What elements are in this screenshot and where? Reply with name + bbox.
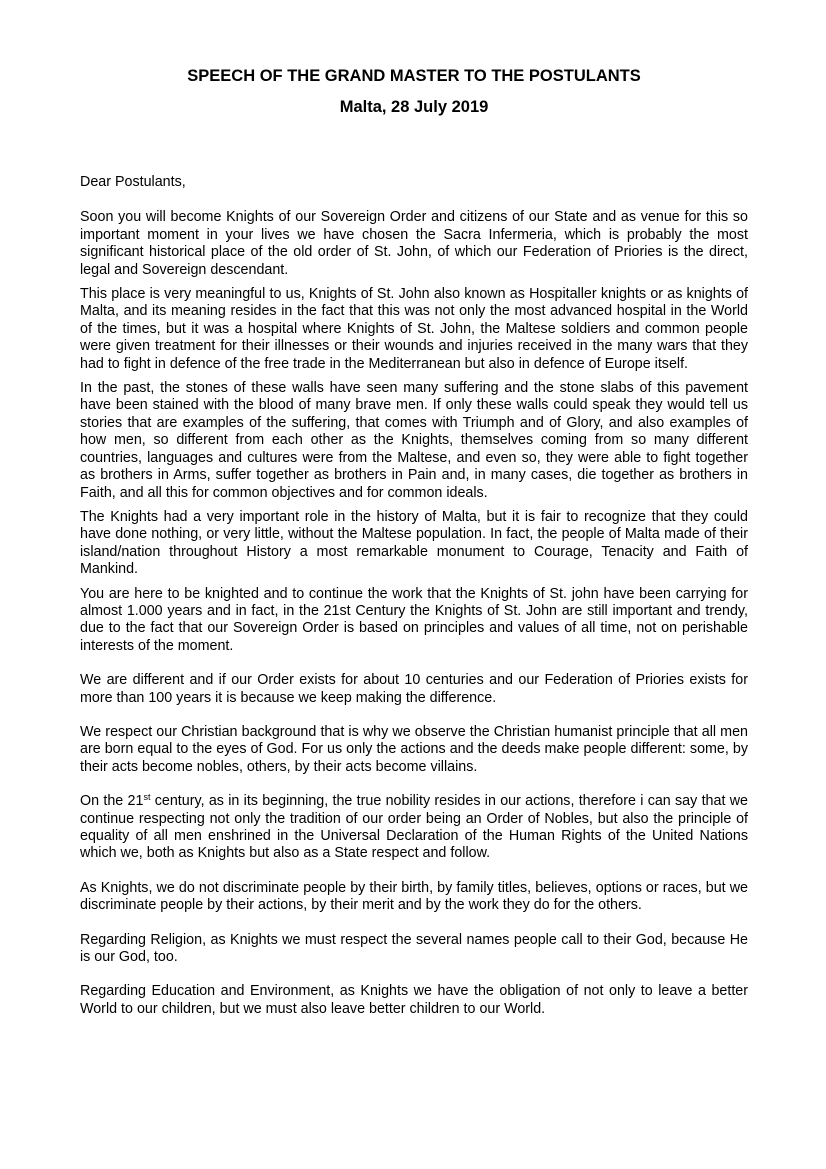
paragraph: As Knights, we do not discriminate people by their birth, by family titles, believes, options or races, but we discriminate people by their actions, by their merit and by the work they do for the others.: [80, 879, 748, 914]
paragraph: The Knights had a very important role in the history of Malta, but it is fair to recognize that they could have done nothing, or very little, without the Maltese population. In fact, the people of Malta made of their island/nation throughout History a most remarkable monument to Courage, Tenacity and Faith of Mankind.: [80, 508, 748, 578]
paragraph: We are different and if our Order exists for about 10 centuries and our Federation of Priories exists for more than 100 years it is because we keep making the difference.: [80, 672, 748, 706]
paragraph: This place is very meaningful to us, Knights of St. John also known as Hospitaller knights or as knights of Malta, and its meaning resides in the fact that this was not only the most advanced hospital in the World of the times, but it was a hospital where Knights of St. John, the Maltese soldiers and common people were given treatment for their illnesses or their wounds and injuries received in the many wars that they had to fight in defence of the free trade in the Mediterranean but also in defence of Europe itself.: [80, 286, 748, 372]
document-title: SPEECH OF THE GRAND MASTER TO THE POSTULANTS: [187, 67, 641, 85]
document-body: [80, 174, 748, 1018]
paragraph-start: On the 21: [80, 793, 144, 810]
document-subtitle: Malta, 28 July 2019: [339, 98, 489, 116]
paragraph: Regarding Education and Environment, as Knights we have the obligation of not only to leave a better World to our children, but we must also leave better children to our World.: [80, 983, 748, 1017]
salutation: Dear Postulants,: [80, 174, 186, 190]
paragraph: In the past, the stones of these walls have seen many suffering and the stone slabs of this pavement have been stained with the blood of many brave men. If only these walls could speak they would tell us stories that are examples of the suffering, that comes with Triumph and of Glory, and also examples of how men, so different from each other as the Knights, themselves coming from so many different countries, languages and cultures were from the Maltese, and even so, they were able to fight together as brothers in Arms, suffer together as brothers in Pain and, in many cases, die together as brothers in Faith, and all this for common objectives and for common ideals.: [80, 380, 748, 501]
paragraph: We respect our Christian background that is why we observe the Christian humanist principle that all men are born equal to the eyes of God. For us only the actions and the deeds make people different: some, by their acts become nobles, others, by their acts become villains.: [80, 723, 748, 775]
paragraph-rest: century, as in its beginning, the true nobility resides in our actions, therefore i can say that we continue respecting not only the tradition of our order being an Order of Nobles, but also the principle of equality of all men enshrined in the Universal Declaration of the Human Rights of the United Nations which we, both as Knights but also as a State respect and follow.: [80, 793, 748, 862]
paragraph: [80, 793, 748, 863]
paragraph: You are here to be knighted and to continue the work that the Knights of St. john have been carrying for almost 1.000 years and in fact, in the 21st Century the Knights of St. John are still important and trendy, due to the fact that our Sovereign Order is based on principles and values of all time, not on perishable interests of the moment.: [80, 585, 748, 654]
paragraph: Soon you will become Knights of our Sovereign Order and citizens of our State and as venue for this so important moment in your lives we have chosen the Sacra Infermeria, which is probably the most significant historical place of the old order of St. John, of which our Federation of Priories is the direct, legal and Sovereign descendant.: [80, 209, 748, 278]
paragraph: Regarding Religion, as Knights we must respect the several names people call to their God, because He is our God, too.: [80, 931, 748, 966]
ordinal-superscript: st: [143, 792, 151, 803]
